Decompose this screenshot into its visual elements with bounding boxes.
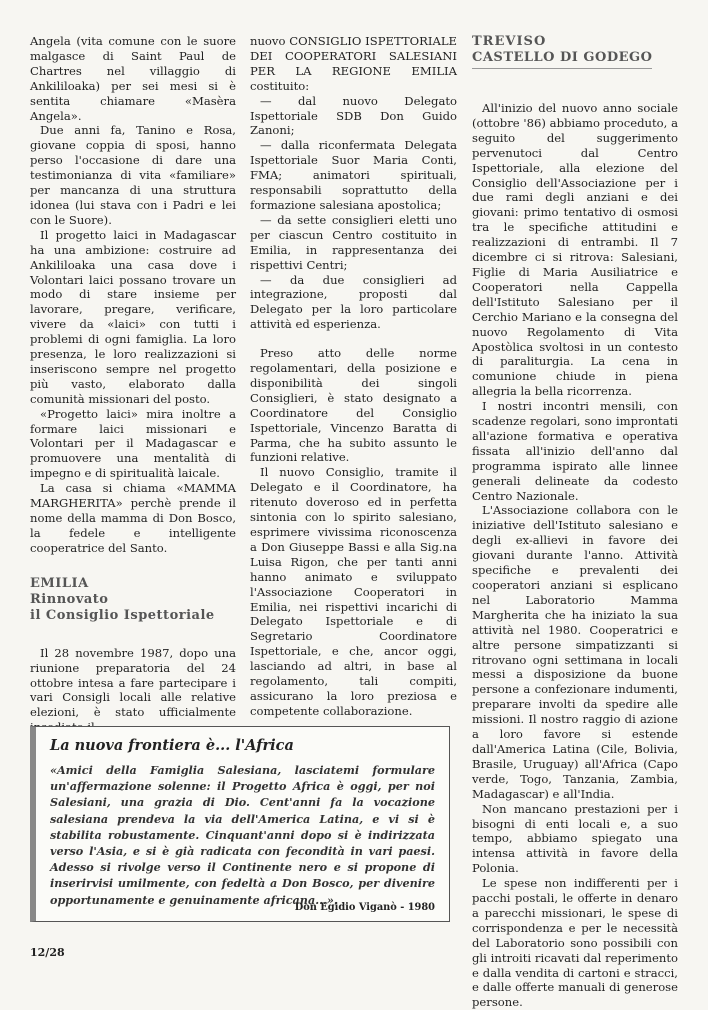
paragraph: I nostri incontri mensili, con scadenze regolari, sono improntati all'azione formativa e operativa fissata all'inizio dell'anno dal programma ispirato alle linnee generali delineate da codesto Centro Nazionale.	[472, 399, 678, 503]
paragraph: Preso atto delle norme regolamentari, della posizione e disponibilità dei singoli Consiglieri, è stato designato a Coordinatore del Consiglio Ispettoriale, Vincenzo Baratta di Parma, che ha subito assunto le funzioni relative.	[250, 346, 457, 465]
paragraph: Non mancano prestazioni per i bisogni di enti locali e, a suo tempo, abbiamo spiegato una intensa attività in favore della Polonia.	[472, 801, 678, 876]
paragraph: Il progetto laici in Madagascar ha una ambizione: costruire ad Ankililoaka una casa dove i Volontari laici possano trovare un modo di stare insieme per lavorare, pregare, verificare, vivere da «laici» con tutti i problemi di ogni famiglia. La loro presenza, le loro realizzazioni si inseriscono sempre nel progetto più vasto, elaborato dalla comunità missionari del posto.	[30, 227, 236, 406]
heading-line: EMILIA	[30, 575, 89, 591]
paragraph: Il 28 novembre 1987, dopo una riunione preparatoria del 24 ottobre intesa a fare partecipare i vari Consigli locali alle relative elezioni, è stato ufficialmente	[30, 645, 236, 720]
paragraph: Il nuovo Consiglio, tramite il Delegato e il Coordinatore, ha ritenuto doveroso ed in perfetta sintonia con lo spirito salesiano, esprimere vivissima riconoscenza a Don Giuseppe Bassi e alla Sig.na Luisa Rigon, che per tanti anni hanno animato e sviluppato l'Associazione Cooperatori in Emilia, nei rispettivi incarichi di Delegato Ispettoriale e di Segretario Coordinatore Ispettoriale, e che, ancor oggi, lasciando ad altri, in base al regolamento, tali compiti, assicurano la loro preziosa e competente collaborazione.	[250, 465, 457, 718]
paragraph: — da due consiglieri ad integrazione, proposti dal Delegato per la loro particolare attività ed esperienza.	[250, 272, 457, 332]
paragraph: «Progetto laici» mira inoltre a formare laici missionari e Volontari per il Madagascar e promuovere una mentalità di impegno e di spiritualità laicale.	[30, 406, 236, 481]
quote-text: «Amici della Famiglia Salesiana, lasciatemi formulare un'affermazione solenne: il Progetto Africa è oggi, per noi Salesiani, una grazia di Dio. Cent'anni fa la vocazione salesiana prendeva la via dell'America Latina, e vi si è stabilita robustamente. Cinquant'anni dopo si è indirizzata verso l'Asia, e si è già radicata con fecondità in vari paesi. Adesso si rivolge verso il Continente nero e si propone di inserirvisi umilmente, con fedeltà a Don Bosco, per divenire opportunamente e genuinamente africana...».	[50, 763, 435, 907]
paragraph: Due anni fa, Tanino e Rosa, giovane coppia di sposi, hanno perso l'occasione di dare una testimonianza di vita «familiare» per mancanza di una struttura idonea (lui stava con i Padri e lei con le Suore).	[30, 123, 236, 227]
quote-box-title: La nuova frontiera è... l'Africa	[50, 737, 294, 754]
page-number: 12/28	[30, 946, 65, 959]
heading-line: Rinnovato	[30, 591, 109, 607]
paragraph: — dal nuovo Delegato Ispettoriale SDB Don Guido Zanoni;	[250, 93, 457, 138]
section-heading-emilia	[30, 576, 236, 624]
column-middle	[250, 34, 457, 719]
paragraph: La casa si chiama «MAMMA MARGHERITA» perchè prende il nome della mamma di Don Bosco, la fedele e intelligente cooperatrice del Santo.	[30, 481, 236, 555]
section-heading-treviso	[472, 34, 678, 69]
heading-line: il Consiglio Ispettoriale	[30, 607, 215, 623]
column-right	[472, 34, 678, 1010]
paragraph: — da sette consiglieri eletti uno per ciascun Centro costituito in Emilia, in rappresentanza dei rispettivi Centri;	[250, 212, 457, 272]
column-left	[30, 34, 236, 735]
paragraph: All'inizio del nuovo anno sociale (ottobre '86) abbiamo proceduto, a seguito del suggerimento pervenutoci dal Centro Ispettoriale, alla elezione del Consiglio dell'Associazione per i due rami degli anziani e dei giovani: primo tentativo di osmosi tra le specifiche attitudini e realizzazioni di entrambi. Il 7 dicembre ci si ritrova: Salesiani, Figlie di Maria Ausiliatrice e Cooperatori nella Cappella dell'Istituto Salesiano per il Cerchio Mariano e la consegna del nuovo Regolamento di Vita Apostòlica svoltosi in un contesto di paraliturgia. La cena in comunione chiude in piena allegria la bella ricorrenza.	[472, 101, 678, 399]
paragraph: Angela (vita comune con le suore malgasce di Saint Paul de Chartres nel villaggio di Ankililoaka) per sei mesi si è sentita chiamare «Masèra Angela».	[30, 34, 236, 123]
paragraph: L'Associazione collabora con le iniziative dell'Istituto salesiano e degli ex-allievi in favore dei giovani durante l'anno. Attività specifiche e prevalenti dei cooperatori anziani si esplicano nel Laboratorio Mamma Margherita che ha iniziato la sua attività nel 1980. Cooperatrici e altre persone simpatizzanti si ritrovano ogni settimana in locali messi a disposizione da buone persone a confezionare indumenti, preparare involti da spedire alle missioni. Il nostro raggio di azione a loro favore si estende dall'America Latina (Cile, Bolivia, Brasile, Uruguay) all'Africa (Capo verde, Togo, Tanzania, Zambia, Madagascar) e all'India.	[472, 503, 678, 801]
paragraph: nuovo CONSIGLIO ISPETTORIALE DEI COOPERATORI SALESIANI PER LA REGIONE EMILIA costituito:	[250, 34, 457, 93]
quote-box	[30, 726, 450, 922]
paragraph: — dalla riconfermata Delegata Ispettoriale Suor Maria Conti, FMA; animatori spirituali, responsabili soprattutto della formazione salesiana apostolica;	[250, 138, 457, 212]
paragraph: Le spese non indifferenti per i pacchi postali, le offerte in denaro a parecchi missionari, le spese di corrispondenza e per le necessità del Laboratorio sono possibili con gli introiti ricavati dal reperimento e dalla vendita di cartoni e stracci, e dalle offerte manuali di generose persone.	[472, 876, 678, 1010]
heading-line: TREVISO	[472, 34, 547, 49]
heading-line: CASTELLO DI GODEGO	[472, 50, 652, 69]
quote-signature: Don Egidio Viganò - 1980	[294, 902, 435, 913]
